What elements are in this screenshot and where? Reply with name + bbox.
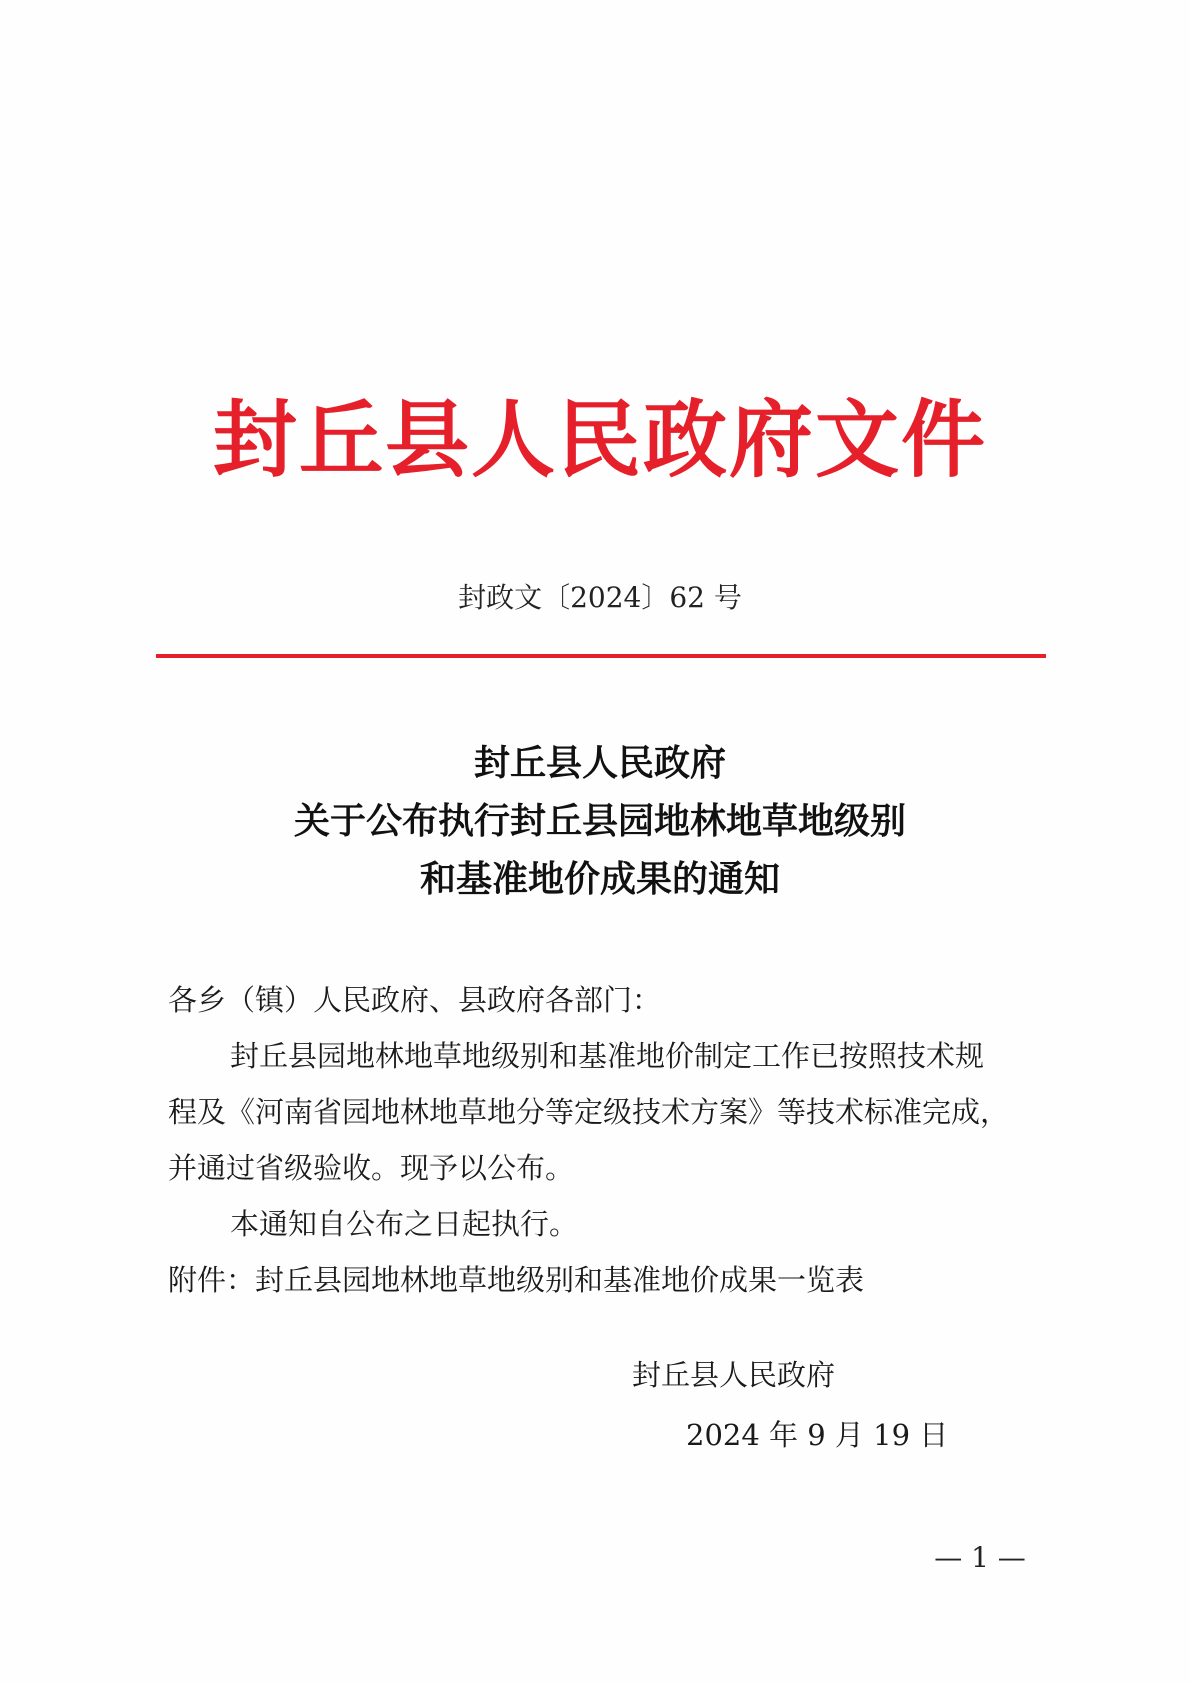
notice-body [168, 972, 1038, 1308]
signature-block [620, 1345, 1020, 1465]
salutation: 各乡（镇）人民政府、县政府各部门： [168, 983, 662, 1017]
masthead-title: 封丘县人民政府文件 [212, 391, 987, 489]
title-line-3: 和基准地价成果的通知 [419, 859, 780, 900]
paragraph-2: 本通知自公布之日起执行。 [230, 1207, 579, 1241]
document-number: 封政文〔2024〕62 号 [458, 581, 742, 614]
signing-organization: 封丘县人民政府 [632, 1358, 836, 1392]
notice-title [160, 735, 1040, 909]
paragraph-1-line-1: 封丘县园地林地草地级别和基准地价制定工作已按照技术规 [230, 1039, 985, 1073]
paragraph-1-line-3: 并通过省级验收。现予以公布。 [168, 1151, 575, 1185]
signing-date: 2024 年 9 月 19 日 [686, 1418, 949, 1452]
title-line-1: 封丘县人民政府 [473, 743, 726, 784]
attachment-line: 附件：封丘县园地林地草地级别和基准地价成果一览表 [168, 1263, 865, 1297]
red-divider [156, 654, 1046, 658]
paragraph-1-line-2: 程及《河南省园地林地草地分等定级技术方案》等技术标准完成， [168, 1095, 1010, 1129]
page-number: — 1 — [934, 1541, 1026, 1574]
title-line-2: 关于公布执行封丘县园地林地草地级别 [293, 801, 906, 842]
